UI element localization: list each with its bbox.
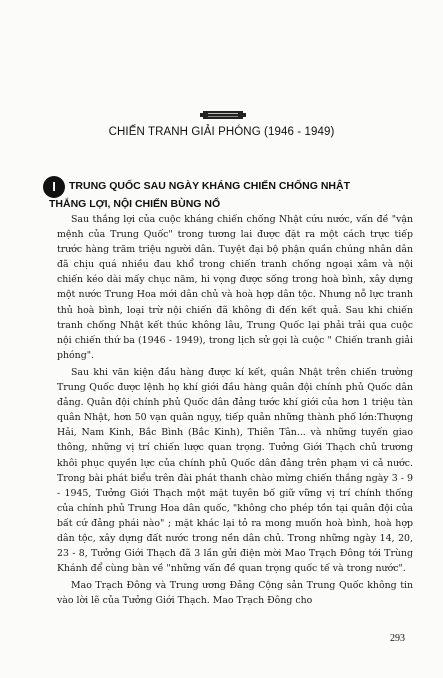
paragraph-3: Mao Trạch Đông và Trung ương Đảng Cộng sản Trung Quốc không tin vào lời lẽ của Tưởng Giới Thạch. Mao Trạch Đông cho xyxy=(57,580,413,607)
section-number-badge: I xyxy=(43,176,65,198)
paragraph-1: Sau thắng lợi của cuộc kháng chiến chống Nhật cứu nước, vấn đề "vận mệnh của Trung Quốc" trong tương lai được đặt ra một cách trực tiếp trước hàng trăm triệu người dân. Tuyệt đại bộ phận quần chúng nhân dân đã chịu quá nhiều đau khổ trong chiến tranh chống ngoại xâm và nội chiến kéo dài mấy chục năm, hi vọng được sống trong hoà bình, xây dựng một nước Trung Hoa mới dân chủ và hoà hợp dân tộc. Nhưng nỗ lực tranh thủ hoà bình, loại trừ nội chiến đã không đi đến kết quả. Sau khi chiến tranh chống Nhật kết thúc không lâu, Trung Quốc lại phải trải qua cuộc nội chiến thứ ba (1946 - 1949), trong lịch sử gọi là cuộc " Chiến tranh giải phóng". xyxy=(57,214,413,361)
section-heading-line2: THẮNG LỢI, NỘI CHIẾN BÙNG NỔ xyxy=(49,198,221,210)
paragraph-2: Sau khi văn kiện đầu hàng được kí kết, quân Nhật trên chiến trường Trung Quốc được lệnh họ khí giới đầu hàng quân đội chính phủ Quốc dân đảng. Quân đội chính phủ Quốc dân đảng tước khí giới của hơn 1 triệu tàn quân Nhật, hơn 50 vạn quân ngụy, tiếp quản những thành phố lớn:Thượng Hải, Nam Kinh, Bắc Bình (Bắc Kinh), Thiên Tân... và những tuyến giao thông, những vị trí chiến lược quan trọng. Tưởng Giới Thạch chủ trương khôi phục quyền lực của chính phủ Quốc dân đảng trên phạm vi cả nước. Trong bài phát biểu trên đài phát thanh chào mừng chiến thắng ngày 3 - 9 - 1945, Tưởng Giới Thạch một mặt tuyên bố giữ vững vị trí chính thống của chính phủ Trung Hoa dân quốc, "không cho phép tồn tại quân đội của bất cứ đảng phái nào" ; mặt khác lại tỏ ra mong muốn hoà bình, hoà hợp dân tộc, xây dựng đất nước trong nền dân chủ. Trong những ngày 14, 20, 23 - 8, Tưởng Giới Thạch đã 3 lần gửi điện mời Mao Trạch Đông tới Trùng Khánh để cùng bàn về "những vấn đề quan trọng quốc tế và trong nước". xyxy=(57,366,413,575)
section-heading-line1: TRUNG QUỐC SAU NGÀY KHÁNG CHIẾN CHỐNG NHẬT xyxy=(69,180,350,192)
page-number: 293 xyxy=(390,633,405,644)
chapter-ornament xyxy=(200,108,246,122)
chapter-title: CHIẾN TRANH GIẢI PHÓNG (1946 - 1949) xyxy=(108,126,335,138)
body-text xyxy=(57,212,413,610)
